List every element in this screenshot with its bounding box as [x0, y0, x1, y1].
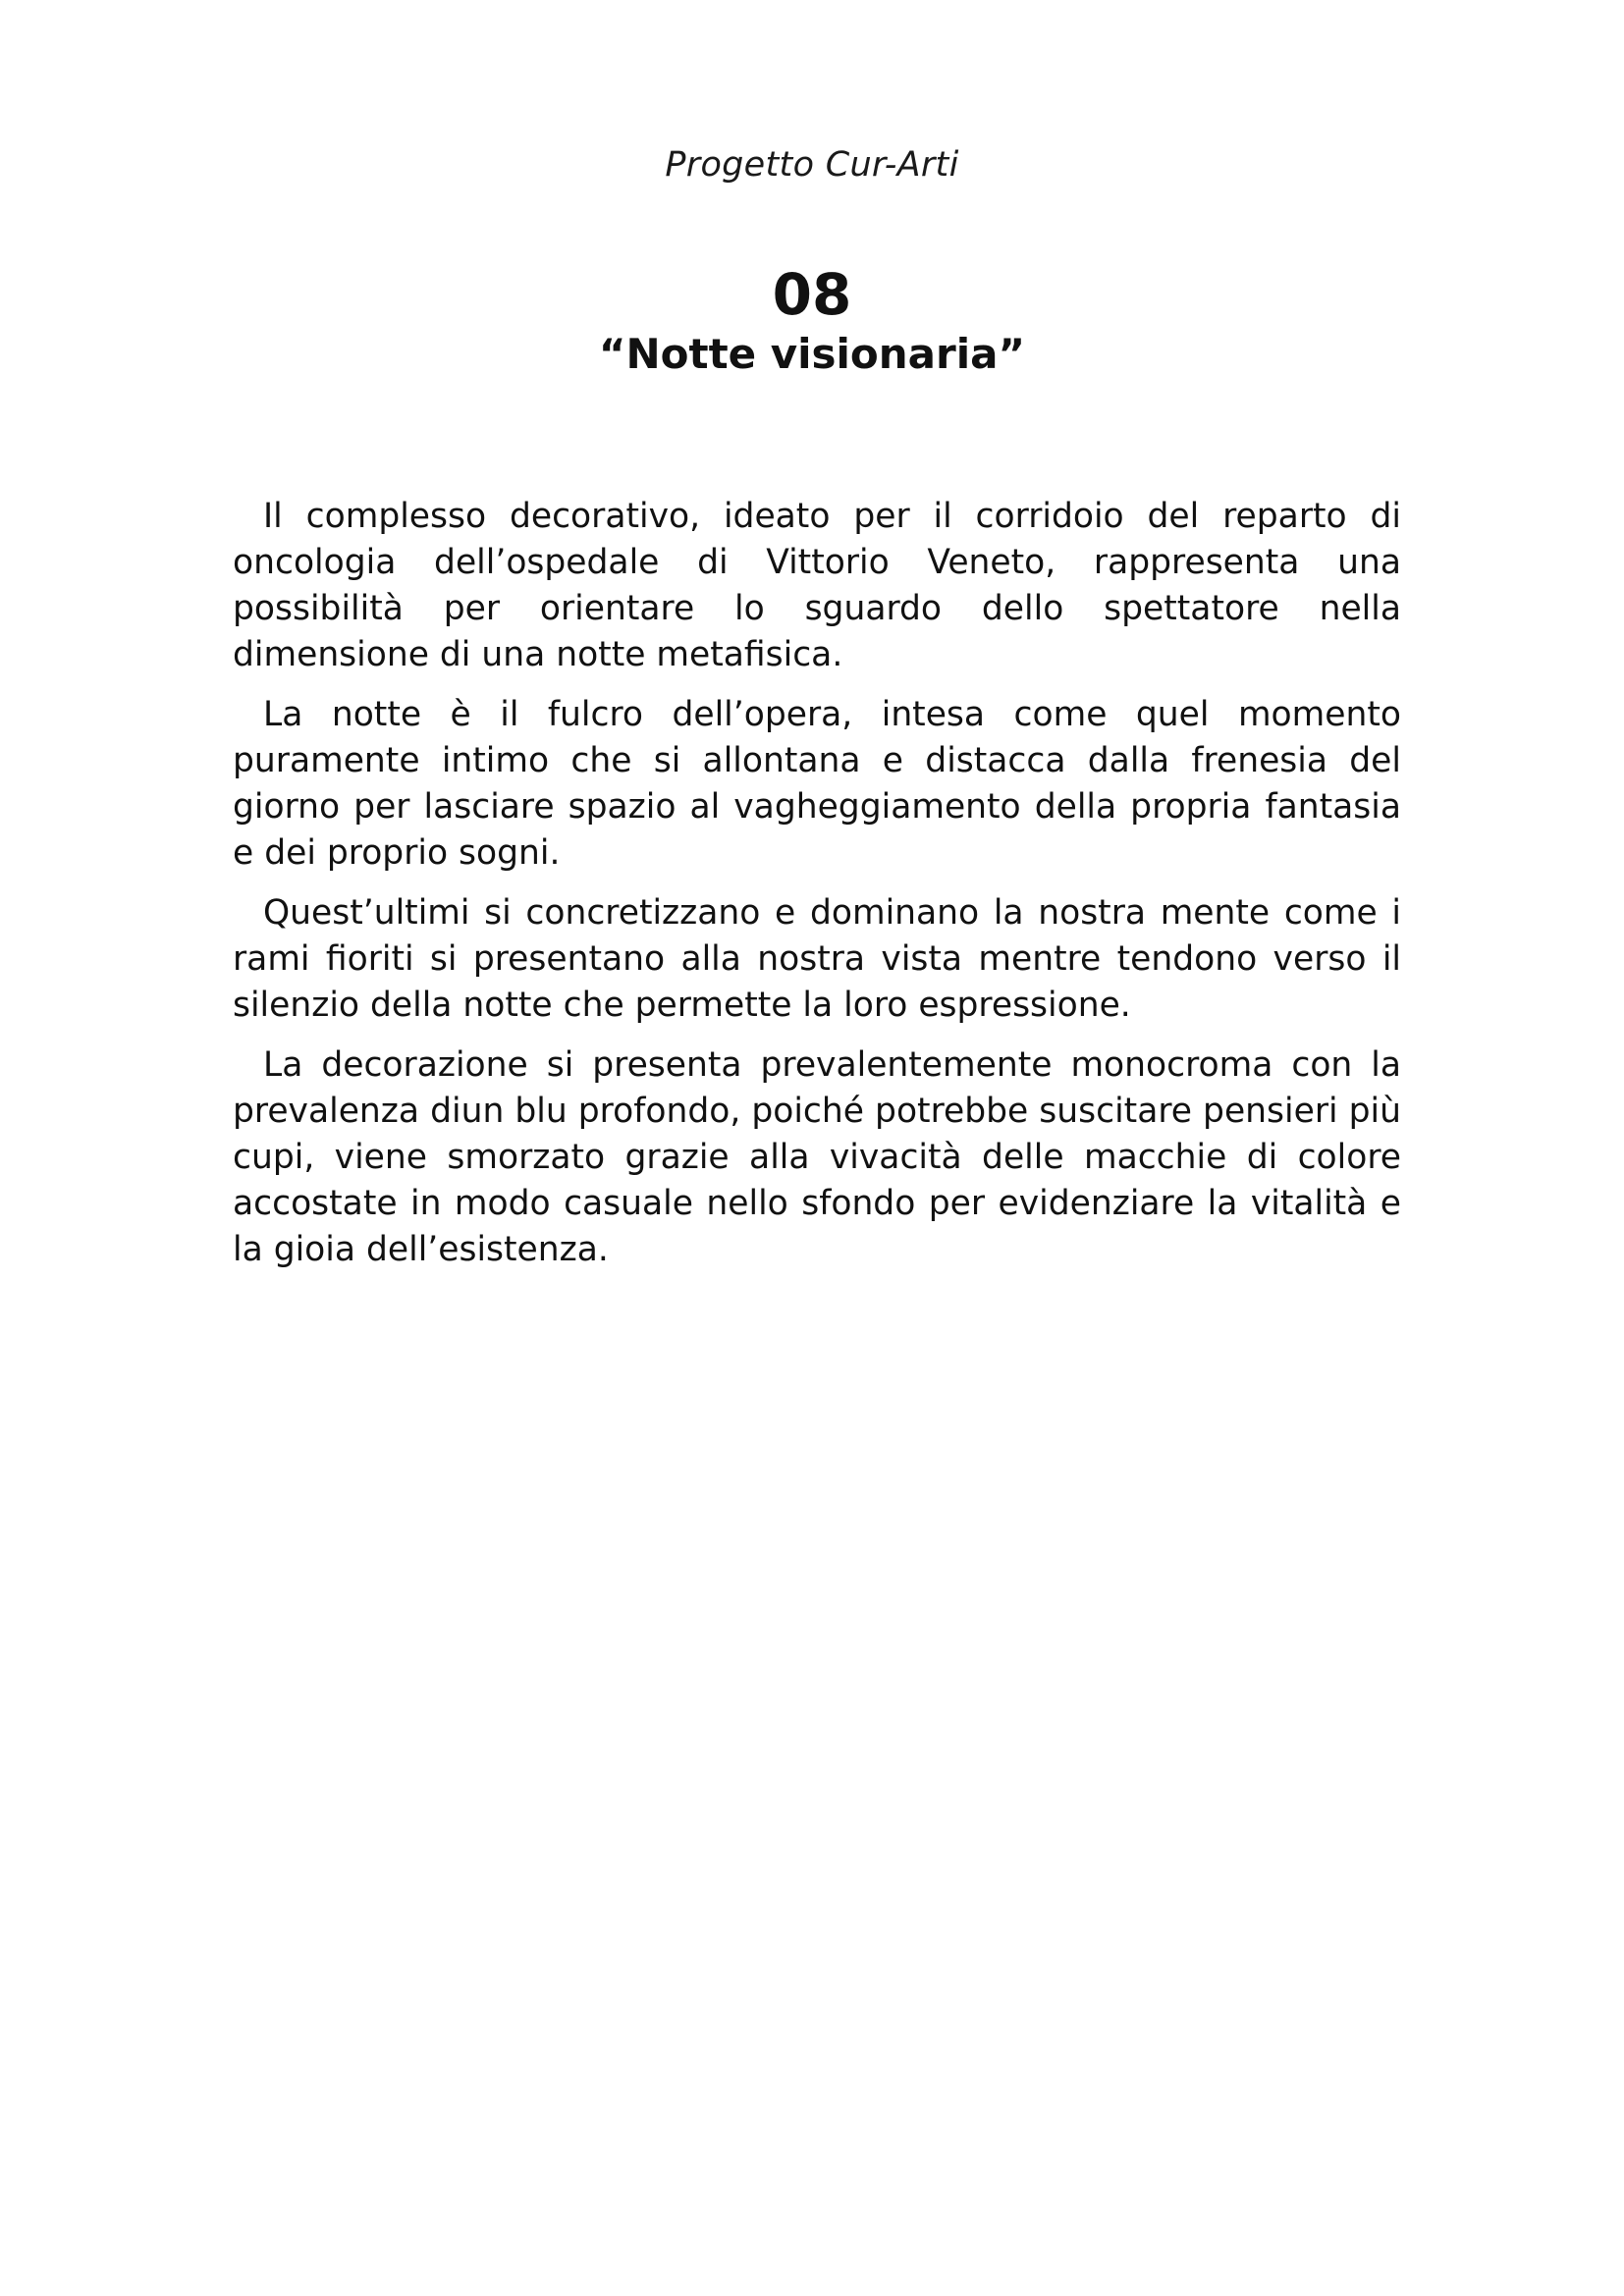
- paragraph-1: Il complesso decorativo, ideato per il corridoio del reparto di oncologia dell’ospedale di Vittorio Veneto, rappresenta una possibilità per orientare lo sguardo dello spettatore nella dimensione di una notte metafisica.: [233, 497, 1401, 674]
- paragraph-4: La decorazione si presenta prevalentemente monocroma con la prevalenza diun blu profondo, poiché potrebbe suscitare pensieri più cupi, viene smorzato grazie alla vivacità delle macchie di colore accostate in modo casuale nello sfondo per evidenziare la vitalità e la gioia dell’esistenza.: [233, 1045, 1401, 1269]
- chapter-title: “Notte visionaria”: [598, 330, 1026, 378]
- body-text: [233, 494, 1401, 1287]
- chapter-number: 08: [772, 261, 852, 328]
- running-header: Progetto Cur-Arti: [665, 145, 959, 185]
- paragraph-2: La notte è il fulcro dell’opera, intesa come quel momento puramente intimo che si allontana e distacca dalla frenesia del giorno per lasciare spazio al vagheggiamento della propria fantasia e dei proprio sogni.: [233, 695, 1401, 873]
- paragraph-3: Quest’ultimi si concretizzano e dominano la nostra mente come i rami fioriti si presentano alla nostra vista mentre tendono verso il silenzio della notte che permette la loro espressione.: [233, 893, 1401, 1025]
